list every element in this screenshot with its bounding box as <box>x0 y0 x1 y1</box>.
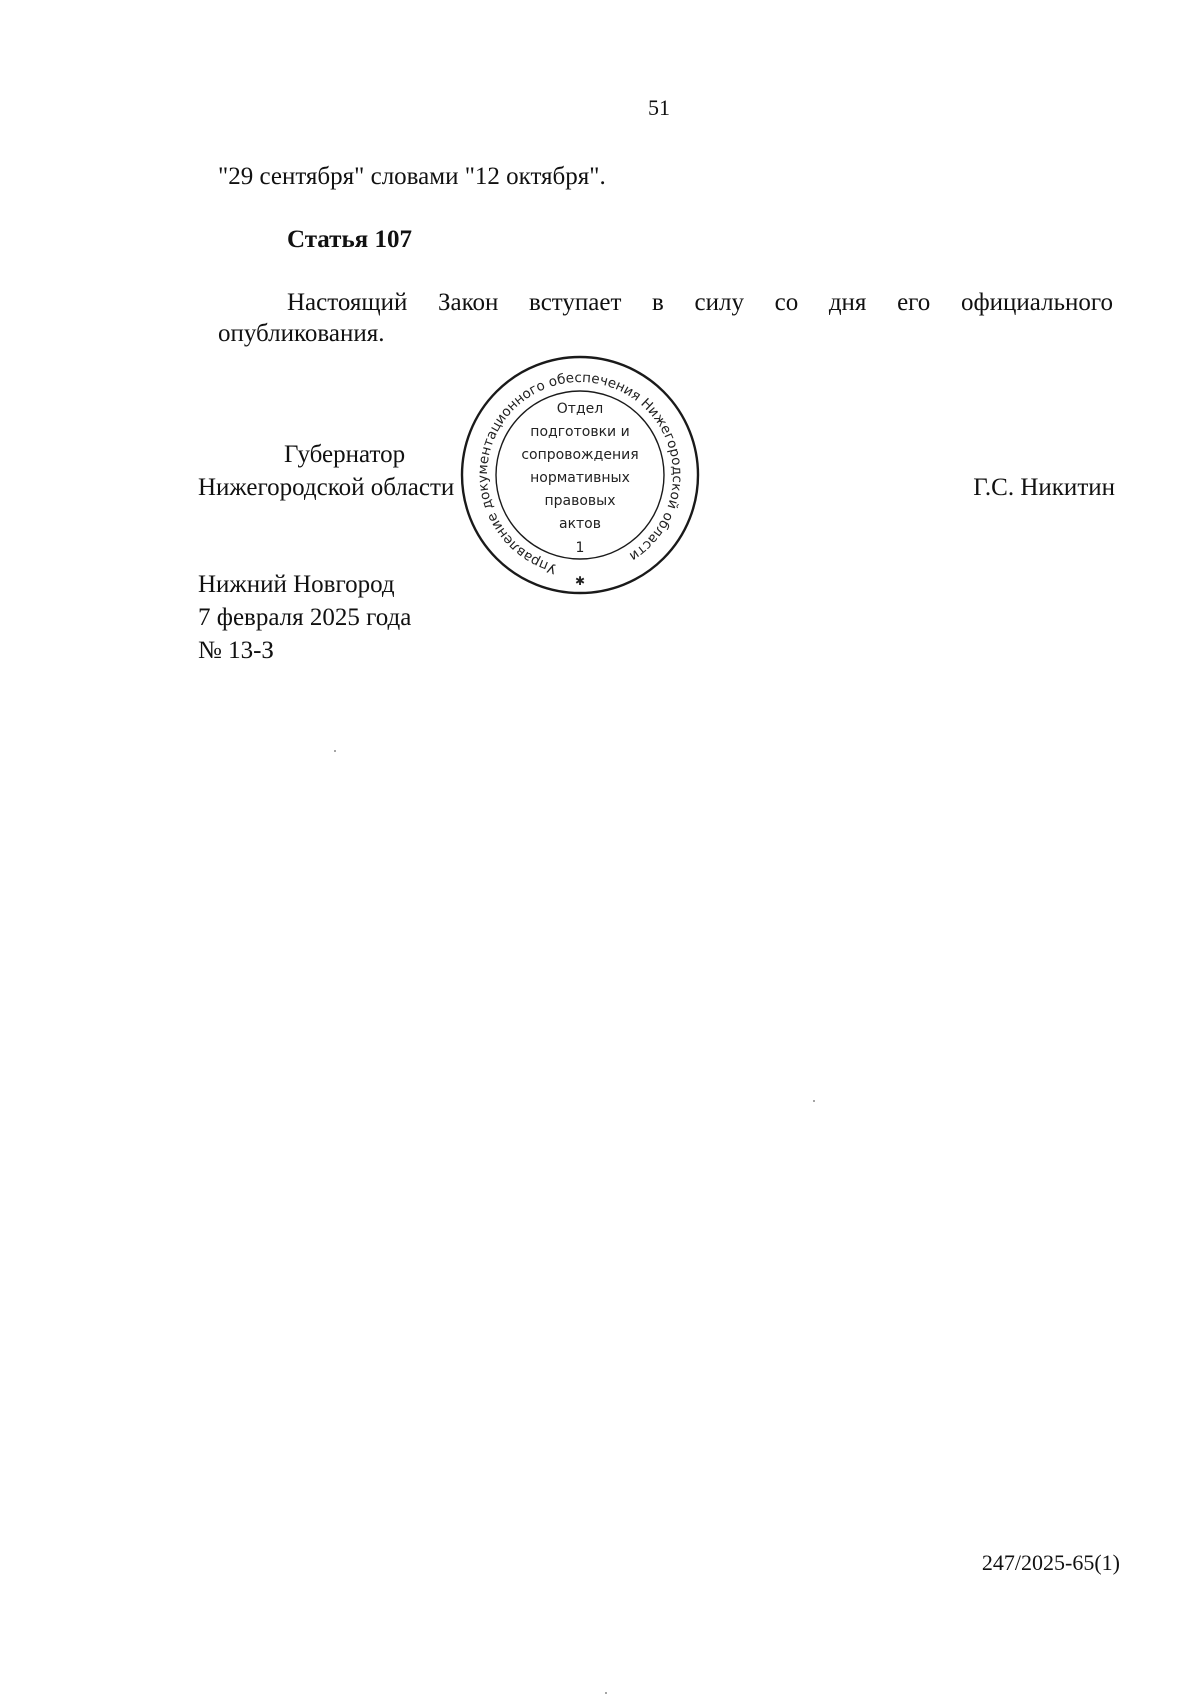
official-stamp <box>460 355 700 595</box>
scan-speck <box>813 1100 815 1102</box>
governor-name: Г.С. Никитин <box>973 474 1115 501</box>
governor-title: Губернатор <box>284 441 406 468</box>
signing-place: Нижний Новгород <box>198 571 395 598</box>
governor-region: Нижегородской области <box>198 474 455 501</box>
stamp-center-line: актов <box>558 516 602 532</box>
law-number: № 13-З <box>198 637 274 664</box>
stamp-center-line: подготовки и <box>530 424 630 440</box>
document-code: 247/2025-65(1) <box>981 1550 1120 1575</box>
article-body-line-2: опубликования. <box>218 320 385 347</box>
article-body-line-1: Настоящий Закон вступает в силу со дня его официального <box>287 289 1113 316</box>
scan-speck <box>605 1692 607 1694</box>
scan-speck <box>334 750 336 752</box>
stamp-ring-text: Управление документационного обеспечения Нижегородской области <box>474 369 686 577</box>
stamp-number: 1 <box>575 540 585 556</box>
signing-date: 7 февраля 2025 года <box>198 604 412 631</box>
stamp-center-line: правовых <box>544 493 616 509</box>
page-number: 51 <box>648 95 670 120</box>
stamp-center-line: Отдел <box>556 401 604 417</box>
stamp-center-line: сопровождения <box>521 447 639 463</box>
article-heading: Статья 107 <box>287 226 412 253</box>
stamp-center-line: нормативных <box>530 470 630 486</box>
stamp-star-icon: ✱ <box>574 574 586 588</box>
amendment-text: "29 сентября" словами "12 октября". <box>218 163 606 190</box>
